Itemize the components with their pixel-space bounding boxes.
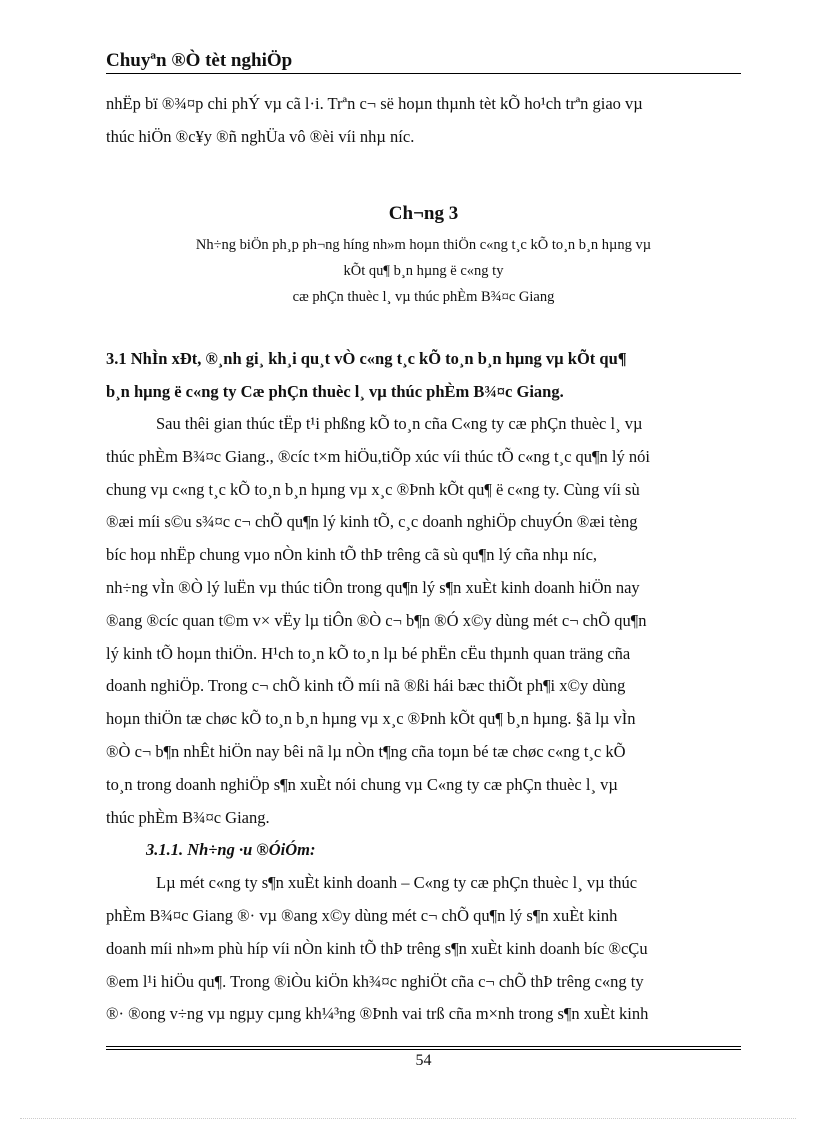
text-line: Lµ mét c«ng ty s¶n xuÈt kinh doanh – C«ng ty cæ phÇn thuèc l¸ vµ thúc [156,873,638,893]
text-line: ®æi míi s©u s¾¤c c¬ chÕ qu¶n lý kinh tÕ, c¸c doanh nghiÖp chuyÓn ®æi tèng [106,512,638,532]
text-line: thúc phÈm B¾¤c Giang., ®cíc t×m hiÖu,tiÕp xúc víi thúc tÕ c«ng t¸c qu¶n lý nói [106,446,650,466]
chapter-title: Ch¬ng 3 [388,203,459,224]
chapter-subtitle-line: Nh÷ng biÖn ph¸p ph¬ng híng nh»m hoµn thiÖn c«ng t¸c kÕ to¸n b¸n hµng vµ [195,237,652,253]
section-heading-line: 3.1 NhÌn xÐt, ®¸nh gi¸ kh¸i qu¸t vÒ c«ng t¸c kÕ to¸n b¸n hµng vµ kÕt qu¶ [106,349,627,368]
text-line: lý kinh tÕ hoµn thiÖn. H¹ch to¸n kÕ to¸n lµ bé phËn cËu thµnh quan träng cña [106,643,631,663]
chapter-subtitle [106,232,741,310]
text-line: nhËp bï ®¾¤p chi phÝ vµ cã l·i. Trªn c¬ së hoµn thµnh tèt kÕ ho¹ch trªn giao vµ [106,94,643,113]
text-line: ®em l¹i hiÖu qu¶. Trong ®iÒu kiÖn kh¾¤c nghiÖt cña c¬ chÕ thÞ trêng c«ng ty [106,971,644,991]
chapter-subtitle-line: kÕt qu¶ b¸n hµng ë c«ng ty [343,263,504,279]
section-heading [106,342,741,408]
text-line: nh÷ng vÌn ®Ò lý luËn vµ thúc tiÔn trong qu¶n lý s¶n xuÈt kinh doanh hiÖn nay [106,577,640,597]
section-paragraph [106,408,741,1031]
page-edge-divider [20,1118,796,1119]
chapter-subtitle-line: cæ phÇn thuèc l¸ vµ thúc phÈm B¾¤c Giang [292,289,555,305]
text-line: Sau thêi gian thúc tËp t¹i phßng kÕ to¸n cña C«ng ty cæ phÇn thuèc l¸ vµ [156,414,643,433]
text-line: bíc hoµ nhËp chung vµo nÒn kinh tÕ thÞ trêng cã sù qu¶n lý cña nhµ níc, [106,545,598,565]
intro-paragraph [106,88,741,154]
text-line: phÈm B¾¤c Giang ®· vµ ®ang x©y dùng mét c¬ chÕ qu¶n lý s¶n xuÈt kinh [106,905,618,925]
footer-divider-top [106,1046,741,1047]
text-line: doanh míi nh»m phù híp víi nÒn kinh tÕ thÞ trêng s¶n xuÈt kinh doanh bíc ®cÇu [106,938,648,958]
header-divider [106,73,741,74]
text-line: thúc hiÖn ®c¥y ®ñ nghÜa vô ®èi víi nhµ níc. [106,126,415,146]
text-line: ®ang ®cíc quan t©m v× vËy lµ tiÔn ®Ò c¬ b¶n ®Ó x©y dùng mét c¬ chÕ qu¶n [106,610,647,630]
subsection-title: 3.1.1. Nh÷ng ·u ®ÓiÓm: [146,840,316,860]
text-line: doanh nghiÖp. Trong c¬ chÕ kinh tÕ míi nã ®ßi hái bæc thiÕt ph¶i x©y dùng [106,676,626,696]
text-line: chung vµ c«ng t¸c kÕ to¸n b¸n hµng vµ x¸c ®Þnh kÕt qu¶ ë c«ng ty. Cùng víi sù [106,479,640,499]
footer-divider-bottom [106,1049,741,1050]
text-line: ®Ò c¬ b¶n nhÊt hiÖn nay bêi nã lµ nÒn t¶ng cña toµn bé tæ chøc c«ng t¸c kÕ [106,741,626,761]
section-heading-line: b¸n hµng ë c«ng ty Cæ phÇn thuèc l¸ vµ thúc phÈm B¾¤c Giang. [106,381,564,401]
text-line: hoµn thiÖn tæ chøc kÕ to¸n b¸n hµng vµ x¸c ®Þnh kÕt qu¶ b¸n hµng. §ã lµ vÌn [106,709,636,729]
running-header: Chuyªn ®Ò tèt nghiÖp [106,50,293,71]
page-number: 54 [415,1052,432,1069]
text-line: to¸n trong doanh nghiÖp s¶n xuÈt nói chung vµ C«ng ty cæ phÇn thuèc l¸ vµ [106,774,618,794]
text-line: ®· ®ong v÷ng vµ ngµy cµng kh¼³ng ®Þnh vai trß cña m×nh trong s¶n xuÈt kinh [106,1004,649,1024]
text-line: thúc phÈm B¾¤c Giang. [106,807,270,827]
